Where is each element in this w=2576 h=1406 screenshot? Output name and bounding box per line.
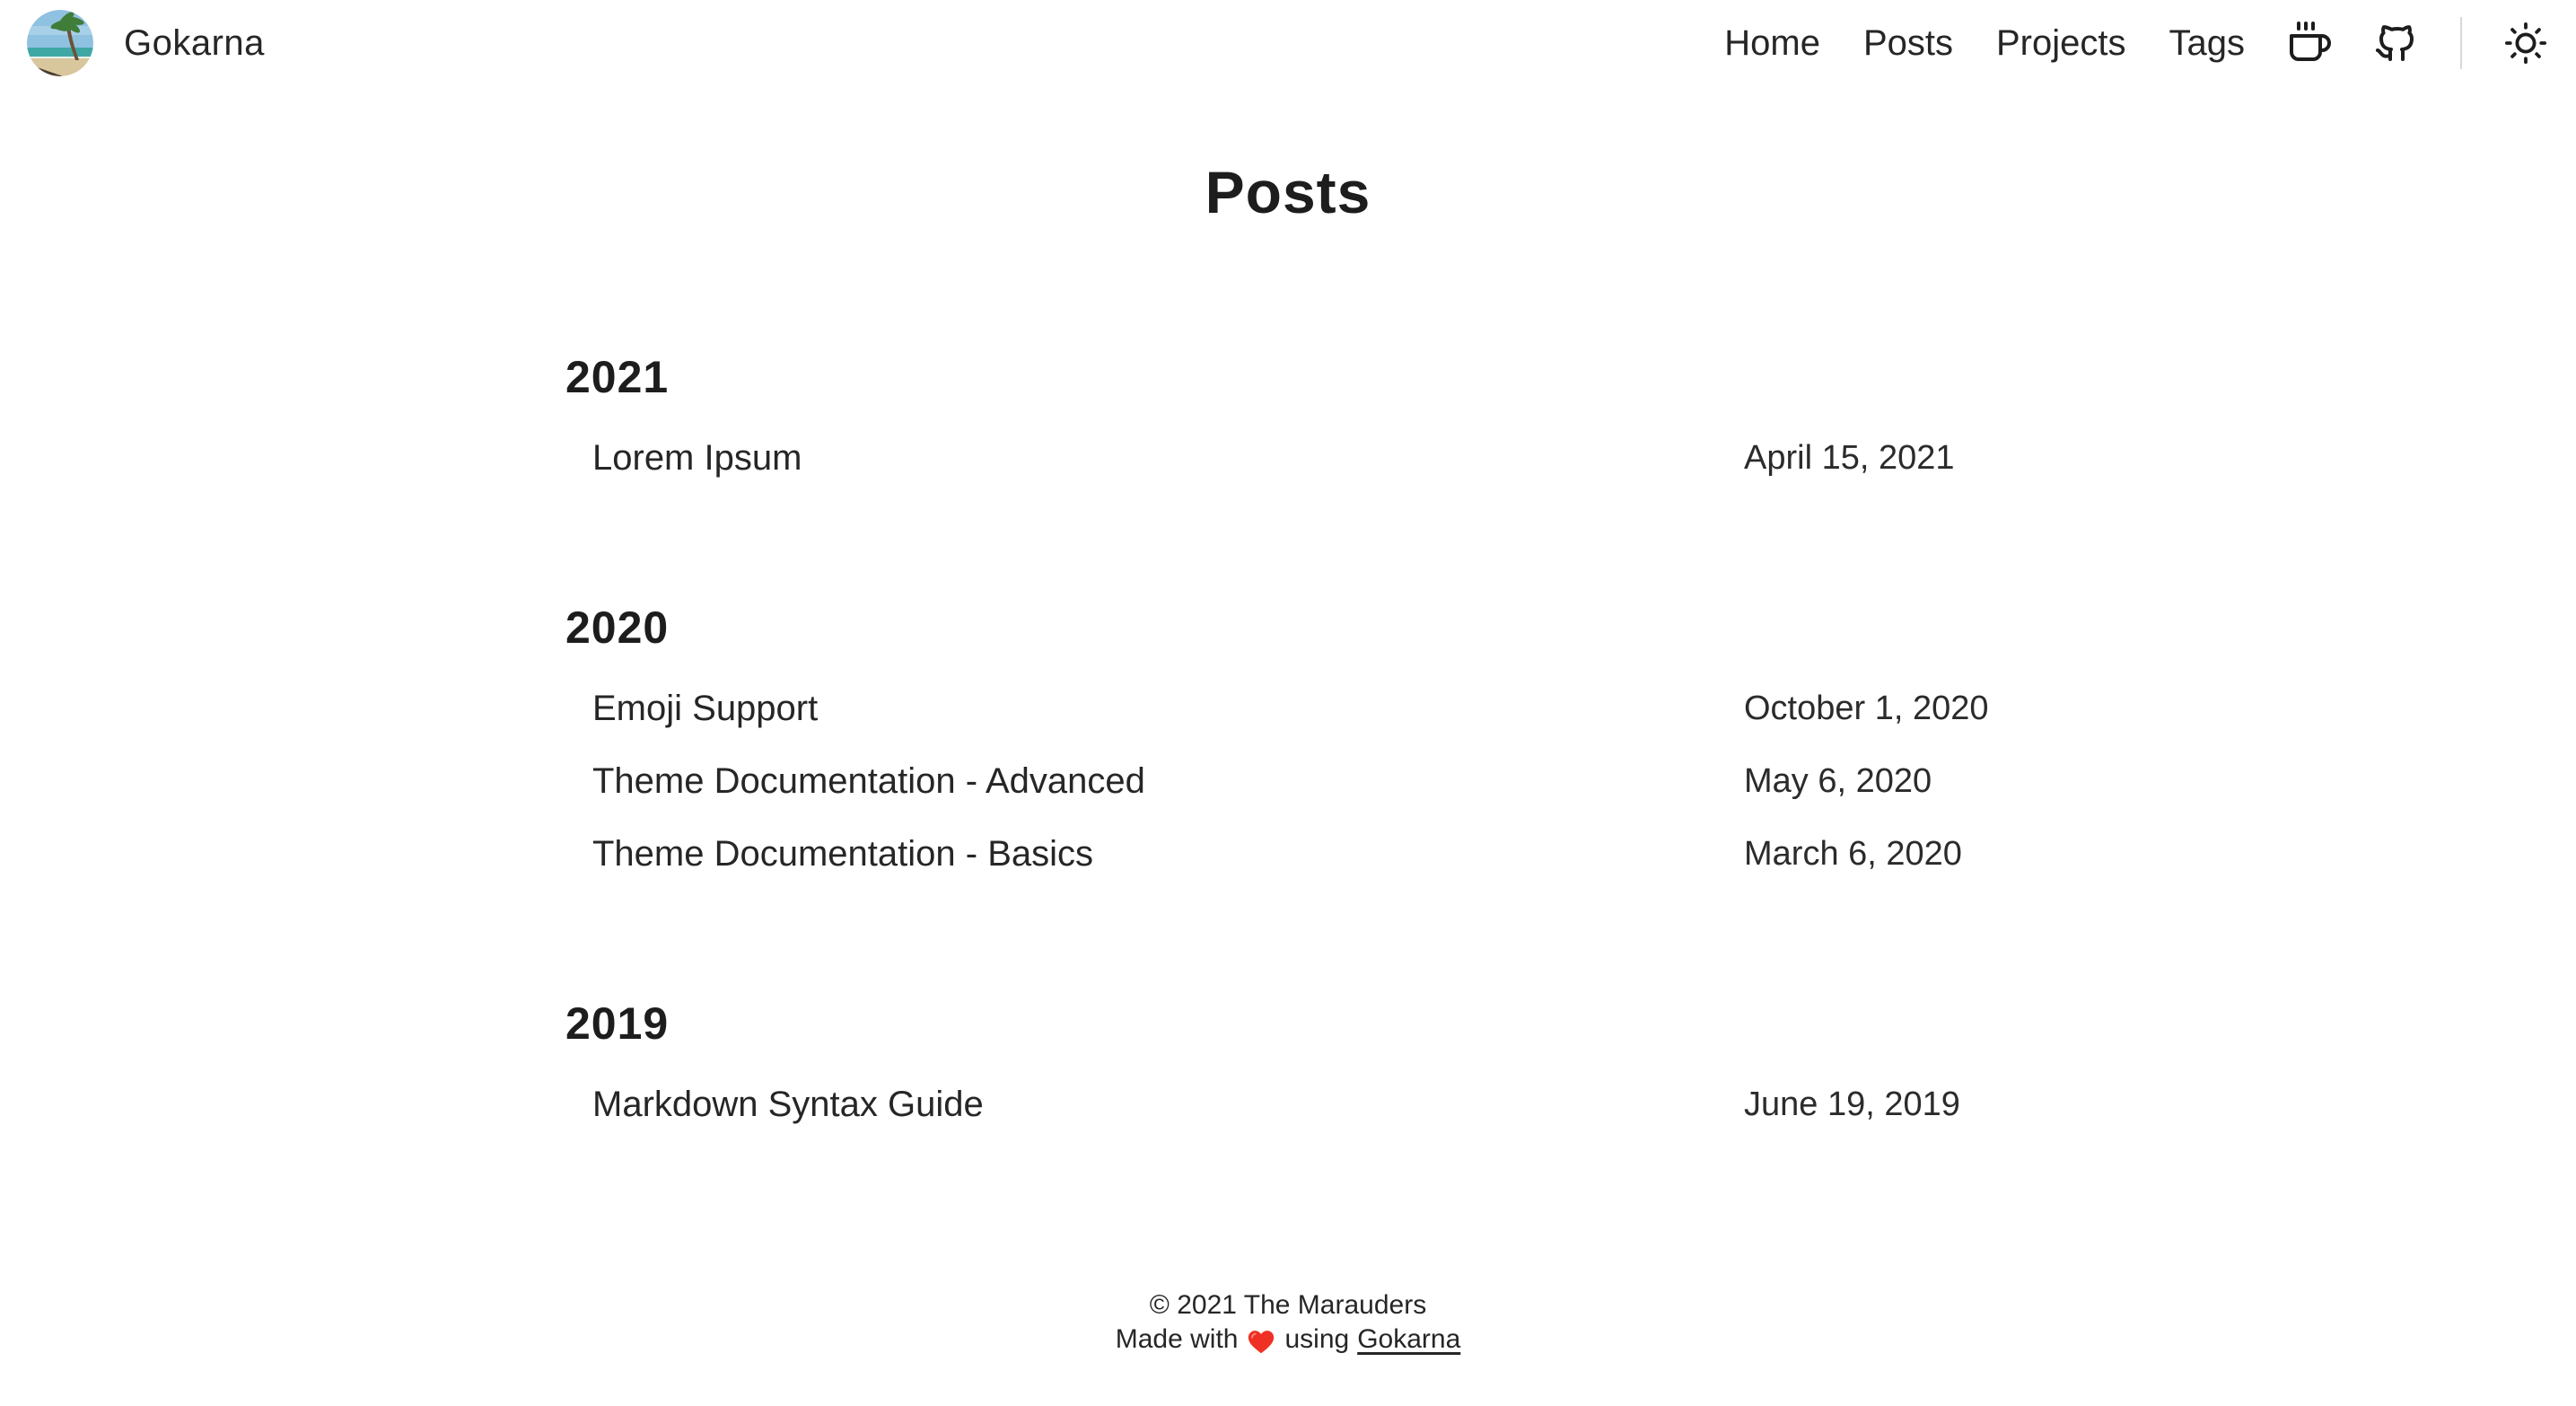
site-title[interactable]: Gokarna: [124, 22, 265, 63]
red-heart-icon: [1246, 1324, 1276, 1355]
nav-divider: [2460, 17, 2462, 69]
theme-toggle-button[interactable]: [2505, 22, 2546, 64]
nav-link-tags[interactable]: Tags: [2169, 22, 2245, 63]
year-heading: 2019: [565, 998, 670, 1049]
nav-link-projects[interactable]: Projects: [1996, 22, 2126, 63]
main-nav: [1724, 17, 2546, 69]
coffee-icon: [2288, 22, 2331, 65]
post-title-link[interactable]: Markdown Syntax Guide: [592, 1085, 984, 1124]
post-title-link[interactable]: Lorem Ipsum: [592, 438, 802, 478]
github-link[interactable]: [2374, 22, 2417, 65]
post-list: [565, 422, 2011, 495]
avatar[interactable]: [27, 10, 93, 76]
year-heading: 2021: [565, 352, 670, 402]
year-sections: [565, 352, 2011, 1141]
post-title-link[interactable]: Theme Documentation - Basics: [592, 834, 1094, 874]
post-date: October 1, 2020: [1744, 690, 1989, 727]
year-section-2019: [565, 998, 2011, 1141]
post-row: [565, 1068, 2011, 1141]
year-heading: 2020: [565, 602, 670, 653]
site-footer: [0, 1288, 2576, 1357]
site-brand[interactable]: [27, 10, 265, 76]
beach-palm-avatar-image: [27, 10, 93, 76]
post-row: [565, 422, 2011, 495]
post-title-link[interactable]: Theme Documentation - Advanced: [592, 761, 1145, 801]
nav-link-posts[interactable]: Posts: [1862, 22, 1953, 63]
coffee-link[interactable]: [2288, 22, 2331, 65]
posts-page: [565, 152, 2011, 1141]
year-section-2020: [565, 602, 2011, 891]
post-date: May 6, 2020: [1744, 762, 1932, 800]
post-row: [565, 745, 2011, 818]
post-date: March 6, 2020: [1744, 835, 1962, 873]
github-icon: [2374, 22, 2417, 65]
nav-link-home[interactable]: Home: [1724, 22, 1820, 63]
made-with-suffix: using: [1284, 1324, 1350, 1354]
post-date: April 15, 2021: [1744, 439, 1955, 477]
gokarna-theme-link[interactable]: Gokarna: [1357, 1324, 1461, 1354]
page-title: Posts: [1205, 159, 1371, 225]
copyright-text: © 2021 The Marauders: [1149, 1290, 1427, 1320]
post-date: June 19, 2019: [1744, 1085, 1960, 1123]
post-list: [565, 1068, 2011, 1141]
made-with-prefix: Made with: [1115, 1324, 1239, 1354]
year-section-2021: [565, 352, 2011, 495]
post-list: [565, 672, 2011, 891]
made-with-line: [0, 1323, 2576, 1357]
post-row: [565, 672, 2011, 745]
post-title-link[interactable]: Emoji Support: [592, 689, 819, 728]
site-header: [0, 0, 2576, 86]
sun-icon: [2505, 22, 2546, 64]
post-row: [565, 818, 2011, 891]
